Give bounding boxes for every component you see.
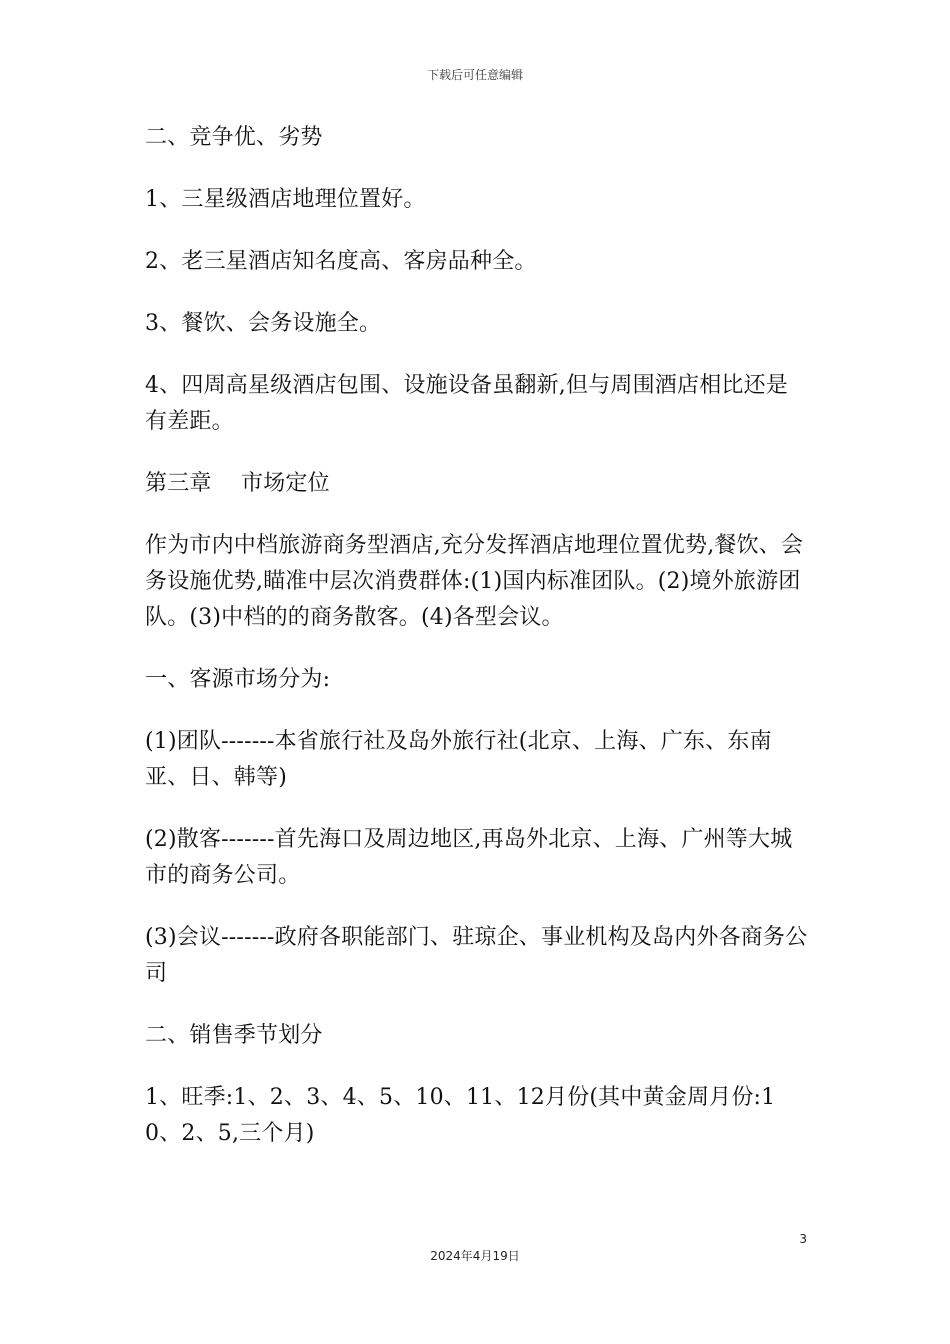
- list-item: 3、餐饮、会务设施全。: [145, 311, 382, 336]
- header-note: 下载后可任意编辑: [426, 68, 523, 82]
- footer-date: 2024年4月19日: [430, 1249, 520, 1263]
- section-heading-competition: 二、竞争优、劣势: [145, 125, 323, 150]
- body-paragraph: 作为市内中档旅游商务型酒店,充分发挥酒店地理位置优势,餐饮、会务设施优势,瞄准中层次消费群体:(1)国内标准团队。(2)境外旅游团队。(3)中档的的商务散客。(4)各型会议。: [145, 533, 804, 630]
- document-body: [145, 120, 810, 1178]
- page-number: 3: [799, 1232, 807, 1246]
- section-heading-season: 二、销售季节划分: [145, 1023, 323, 1048]
- list-item: (2)散客-------首先海口及周边地区,再岛外北京、上海、广州等大城市的商务公司。: [145, 827, 793, 888]
- list-item: 4、四周高星级酒店包围、设施设备虽翻新,但与周围酒店相比还是有差距。: [145, 373, 788, 434]
- list-item: 2、老三星酒店知名度高、客房品种全。: [145, 249, 537, 274]
- list-item: 1、三星级酒店地理位置好。: [145, 187, 426, 212]
- chapter-heading: 第三章 市场定位: [145, 471, 330, 496]
- list-item: (3)会议-------政府各职能部门、驻琼企、事业机构及岛内外各商务公司: [145, 925, 808, 986]
- section-heading-market: 一、客源市场分为:: [145, 667, 331, 692]
- list-item: (1)团队-------本省旅行社及岛外旅行社(北京、上海、广东、东南亚、日、韩等): [145, 729, 772, 790]
- list-item: 1、旺季:1、2、3、4、5、10、11、12月份(其中黄金周月份:10、2、5,三个月): [145, 1085, 776, 1146]
